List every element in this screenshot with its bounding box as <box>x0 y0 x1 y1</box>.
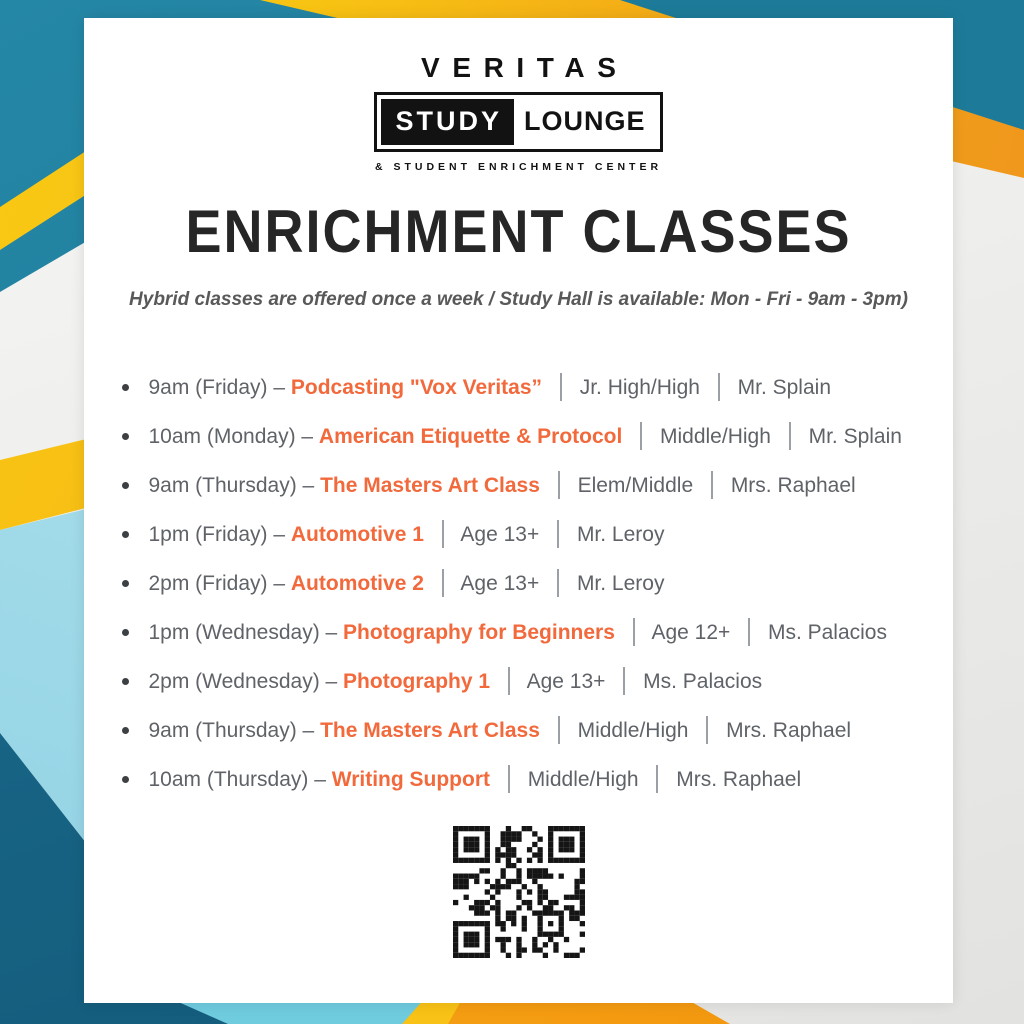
brand-name: VERITAS <box>421 52 629 83</box>
logo-tagline: & STUDENT ENRICHMENT CENTER <box>374 161 663 173</box>
class-teacher: Mrs. Raphael <box>730 474 856 497</box>
class-teacher: Mr. Leroy <box>576 572 665 595</box>
class-grade-level: Middle/High <box>577 719 689 742</box>
class-course-name: The Masters Art Class <box>320 719 540 742</box>
class-teacher: Mrs. Raphael <box>726 719 852 742</box>
class-grade-level: Age 12+ <box>651 621 731 644</box>
pipe-separator-icon <box>711 471 713 499</box>
pipe-separator-icon <box>640 422 642 450</box>
class-grade-level: Middle/High <box>527 768 639 791</box>
class-time-day: 9am (Thursday) – <box>148 719 315 742</box>
class-teacher: Mr. Splain <box>808 425 902 448</box>
class-list-item <box>119 657 919 706</box>
class-grade-level: Age 13+ <box>460 572 540 595</box>
pipe-separator-icon <box>623 667 625 695</box>
pipe-separator-icon <box>442 520 444 548</box>
class-course-name: American Etiquette & Protocol <box>318 425 623 448</box>
class-course-name: Writing Support <box>331 768 490 791</box>
bullet-icon <box>122 384 129 391</box>
class-course-name: The Masters Art Class <box>320 474 540 497</box>
class-time-day: 2pm (Wednesday) – <box>148 670 338 693</box>
qr-code <box>453 826 585 958</box>
class-course-name: Automotive 2 <box>290 572 424 595</box>
class-grade-level: Age 13+ <box>460 523 540 546</box>
class-list-item <box>119 412 919 461</box>
class-teacher: Ms. Palacios <box>767 621 887 644</box>
class-list-item <box>119 706 919 755</box>
pipe-separator-icon <box>706 716 708 744</box>
pipe-separator-icon <box>656 765 658 793</box>
pipe-separator-icon <box>508 667 510 695</box>
logo-lounge-block: LOUNGE <box>524 106 646 136</box>
pipe-separator-icon <box>789 422 791 450</box>
class-grade-level: Middle/High <box>660 425 771 448</box>
pipe-separator-icon <box>560 373 562 401</box>
pipe-separator-icon <box>442 569 444 597</box>
subtitle: Hybrid classes are offered once a week / Study Hall is available: Mon - Fri - 9am - 3pm) <box>129 289 908 310</box>
class-list-item <box>119 608 919 657</box>
class-time-day: 10am (Thursday) – <box>148 768 326 791</box>
pipe-separator-icon <box>558 471 560 499</box>
class-list-item <box>119 363 919 412</box>
bullet-icon <box>122 776 129 783</box>
class-course-name: Automotive 1 <box>290 523 424 546</box>
pipe-separator-icon <box>633 618 635 646</box>
bullet-icon <box>122 433 129 440</box>
logo-study-block: STUDY <box>381 99 514 145</box>
class-teacher: Mrs. Raphael <box>676 768 802 791</box>
pipe-separator-icon <box>558 716 560 744</box>
class-time-day: 9am (Thursday) – <box>148 474 315 497</box>
class-teacher: Ms. Palacios <box>643 670 763 693</box>
bullet-icon <box>122 580 129 587</box>
class-time-day: 9am (Friday) – <box>148 376 286 399</box>
bullet-icon <box>122 482 129 489</box>
pipe-separator-icon <box>557 520 559 548</box>
class-time-day: 2pm (Friday) – <box>148 572 286 595</box>
class-teacher: Mr. Leroy <box>576 523 665 546</box>
bullet-icon <box>122 727 129 734</box>
class-teacher: Mr. Splain <box>737 376 831 399</box>
class-grade-level: Jr. High/High <box>579 376 700 399</box>
pipe-separator-icon <box>557 569 559 597</box>
class-time-day: 1pm (Wednesday) – <box>148 621 338 644</box>
class-course-name: Podcasting "Vox Veritas” <box>290 376 543 399</box>
class-course-name: Photography for Beginners <box>343 621 615 644</box>
page-title: ENRICHMENT CLASSES <box>185 198 852 266</box>
class-grade-level: Age 13+ <box>526 670 606 693</box>
class-list-item <box>119 510 919 559</box>
class-list-item <box>119 755 919 804</box>
class-time-day: 1pm (Friday) – <box>148 523 286 546</box>
class-list-item <box>119 559 919 608</box>
pipe-separator-icon <box>718 373 720 401</box>
class-course-name: Photography 1 <box>343 670 491 693</box>
bullet-icon <box>122 678 129 685</box>
bullet-icon <box>122 629 129 636</box>
pipe-separator-icon <box>508 765 510 793</box>
class-time-day: 10am (Monday) – <box>148 425 314 448</box>
flyer-card <box>84 18 953 1003</box>
class-grade-level: Elem/Middle <box>577 474 694 497</box>
class-list-item <box>119 461 919 510</box>
class-list <box>119 363 919 804</box>
pipe-separator-icon <box>748 618 750 646</box>
logo <box>374 92 662 152</box>
bullet-icon <box>122 531 129 538</box>
